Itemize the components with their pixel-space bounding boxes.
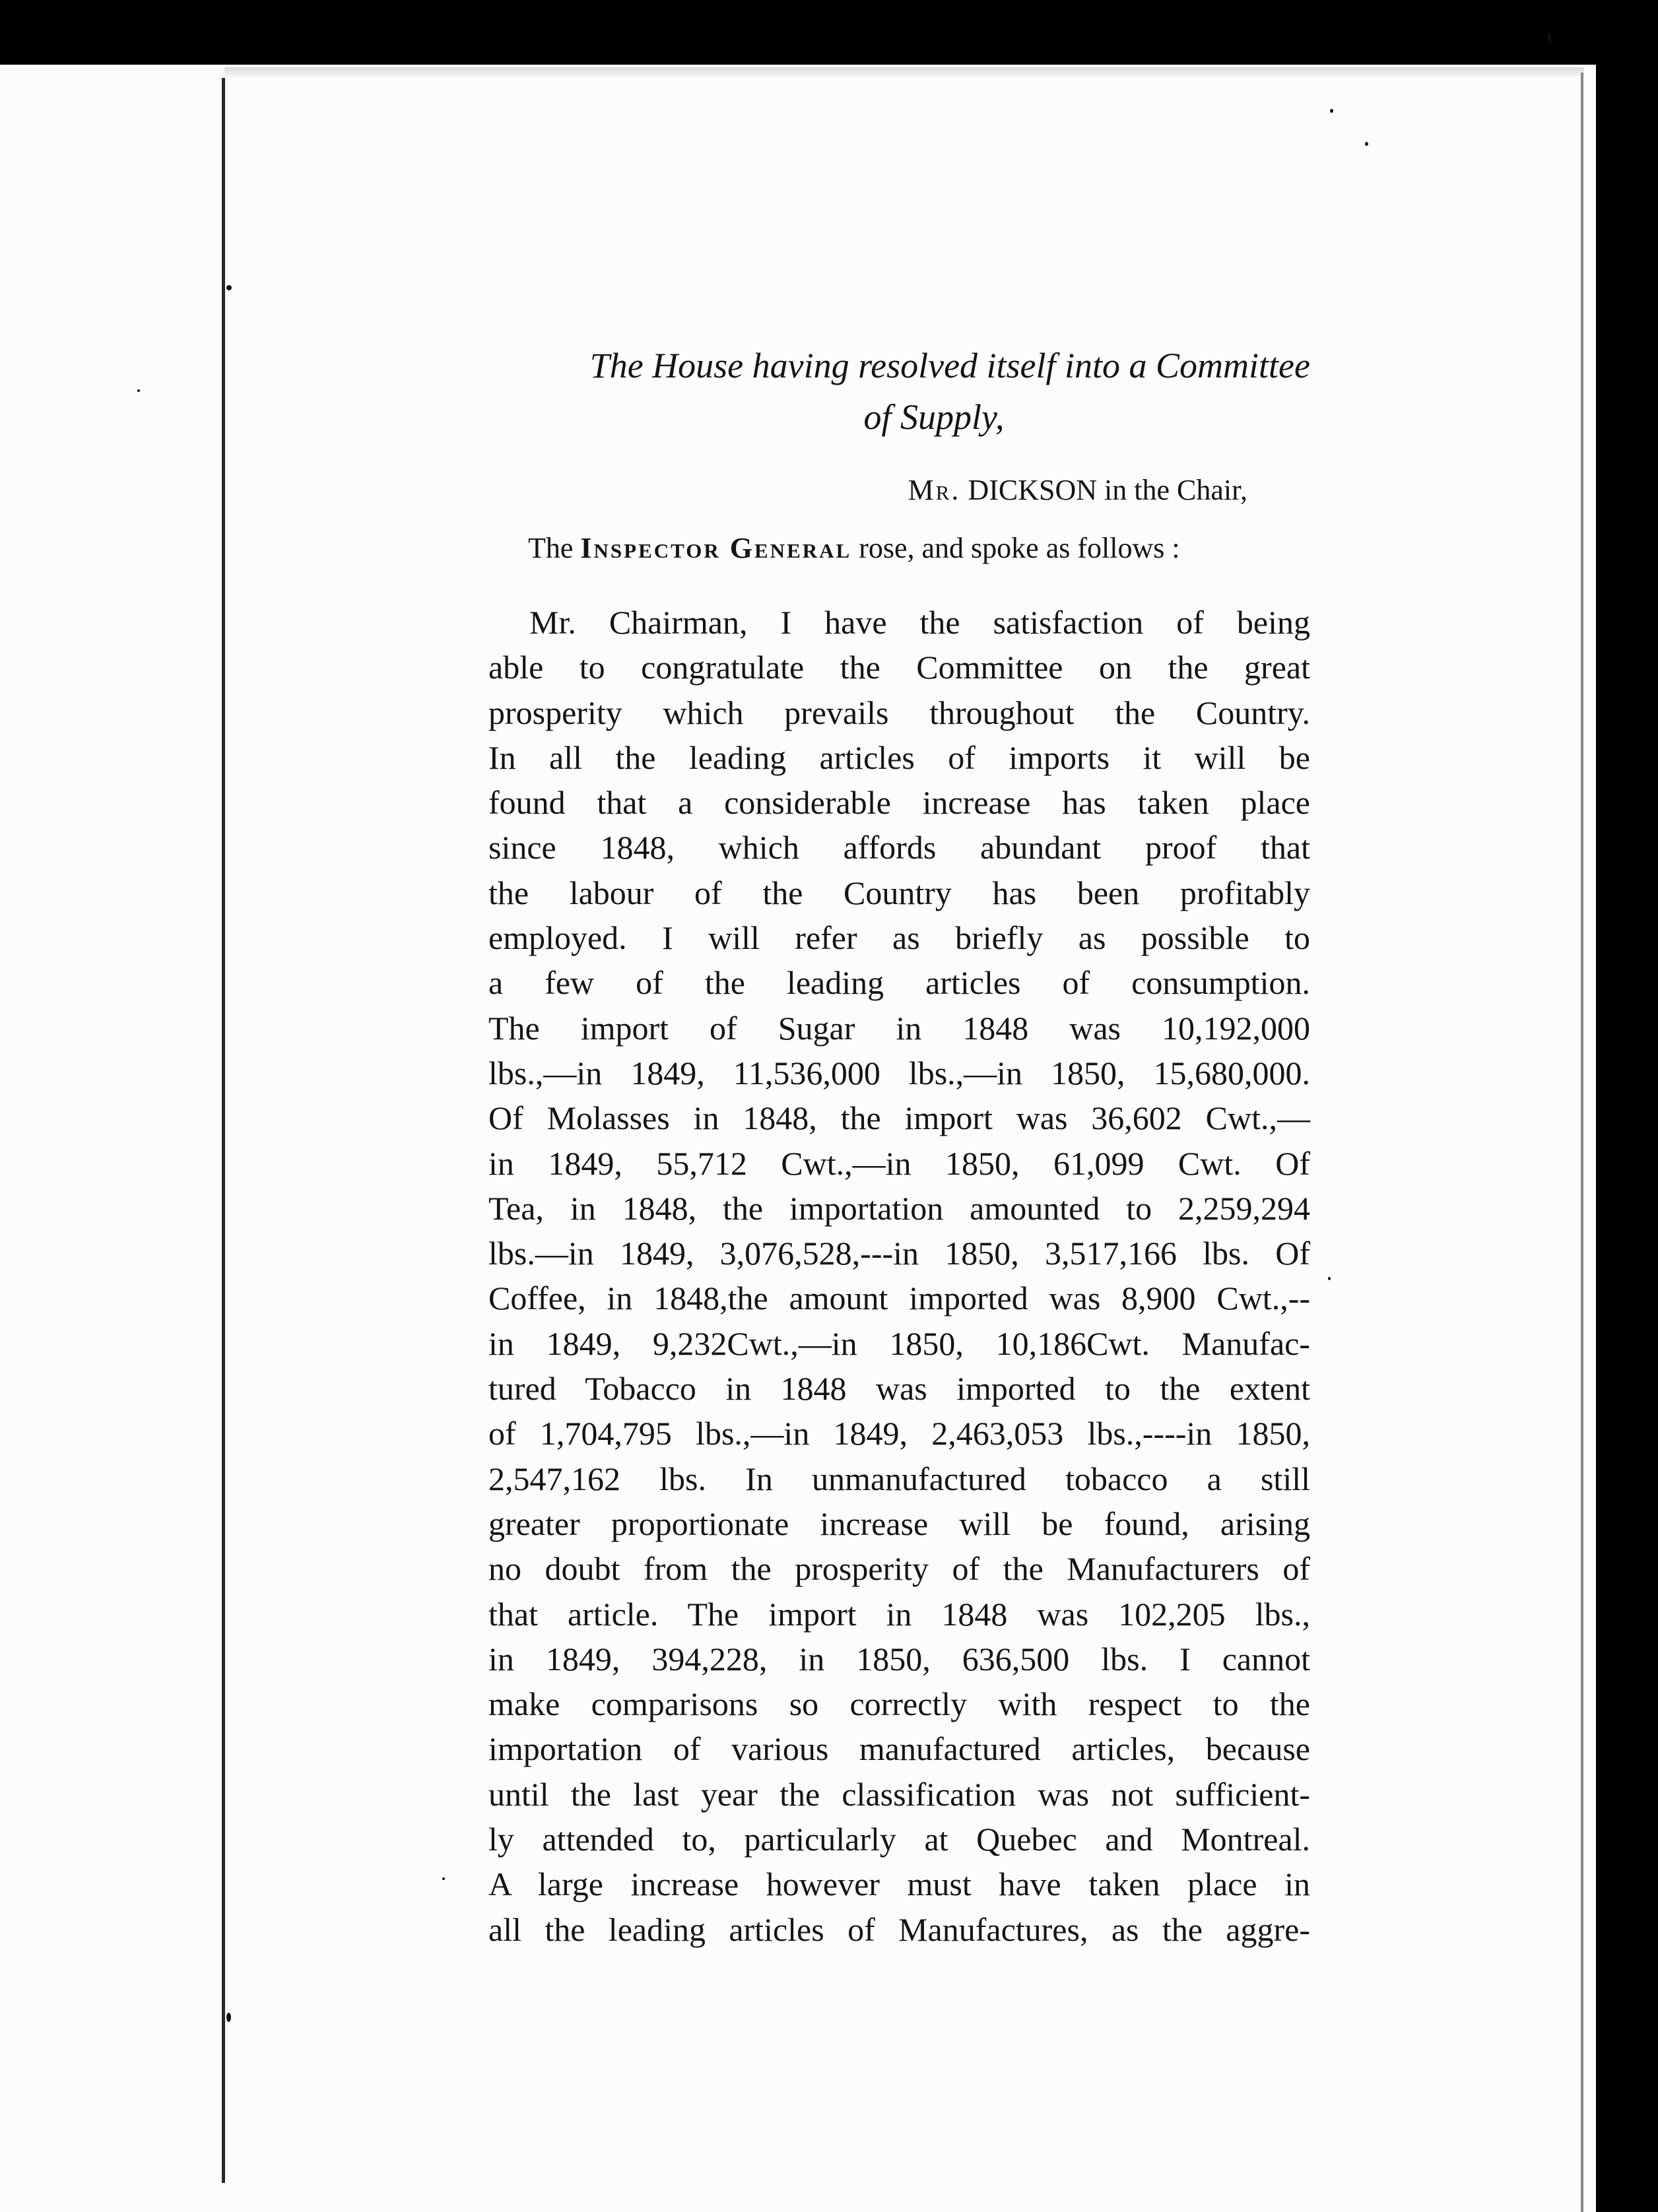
text-line: make comparisons so correctly with respect to the [488,1685,1310,1723]
chair-name: DICKSON [968,474,1098,506]
ink-speck [1548,33,1551,42]
speech-paragraph [488,600,1310,1952]
speaker-suffix: rose, and spoke as follows : [859,532,1180,564]
text-line: in 1849, 394,228, in 1850, 636,500 lbs. I cannot [488,1640,1310,1677]
chair-line [488,471,1310,510]
text-line: all the leading articles of Manufactures, as the aggre- [488,1910,1310,1948]
chair-suffix: in the Chair, [1104,474,1247,506]
text-line: a few of the leading articles of consumption. [488,964,1310,1002]
ink-speck [137,389,140,392]
text-line: in 1849, 9,232Cwt.,—in 1850, 10,186Cwt. Manufac- [488,1324,1310,1362]
speaker-line [528,529,1310,568]
text-line: in 1849, 55,712 Cwt.,—in 1850, 61,099 Cwt. Of [488,1144,1310,1182]
text-line: Mr. Chairman, I have the satisfaction of being [529,604,1310,641]
ink-speck [442,1877,445,1880]
ink-speck [226,285,232,290]
text-line: The import of Sugar in 1848 was 10,192,000 [488,1009,1310,1047]
heading-line-2: of Supply, [863,397,1005,437]
speaker-prefix: The [528,532,574,564]
page-top-shadow [224,67,1584,78]
text-line: prosperity which prevails throughout the Country. [488,694,1310,731]
binding-margin-rule [222,78,225,2183]
text-line: since 1848, which affords abundant proof that [488,829,1310,866]
heading-line-1: The House having resolved itself into a Committee [589,346,1310,385]
text-line: Of Molasses in 1848, the import was 36,602 Cwt.,— [488,1099,1310,1137]
text-line: able to congratulate the Committee on the great [488,649,1310,686]
text-line: that article. The import in 1848 was 102,205 lbs., [488,1595,1310,1633]
text-line: greater proportionate increase will be found, arising [488,1505,1310,1542]
committee-heading [488,340,1310,443]
text-line: tured Tobacco in 1848 was imported to the extent [488,1370,1310,1408]
text-line: employed. I will refer as briefly as possible to [488,919,1310,957]
text-line: no doubt from the prosperity of the Manufacturers of [488,1550,1310,1588]
text-line: found that a considerable increase has taken place [488,784,1310,822]
text-line: Tea, in 1848, the importation amounted to 2,259,294 [488,1189,1310,1227]
text-line: ly attended to, particularly at Quebec and Montreal. [488,1821,1310,1858]
text-line: until the last year the classification was not sufficient- [488,1775,1310,1813]
text-line: lbs.—in 1849, 3,076,528,---in 1850, 3,517,166 lbs. Of [488,1235,1310,1272]
text-line: the labour of the Country has been profitably [488,874,1310,911]
page-right-edge [1581,73,1583,2212]
chair-honorific: Mr. [908,474,961,506]
text-line: 2,547,162 lbs. In unmanufactured tobacco a still [488,1460,1310,1497]
text-line: of 1,704,795 lbs.,—in 1849, 2,463,053 lbs.,----in 1850, [488,1415,1310,1452]
ink-speck [1330,109,1333,113]
text-line: A large increase however must have taken place in [488,1866,1310,1903]
ink-speck [226,2013,231,2022]
text-line: lbs.,—in 1849, 11,536,000 lbs.,—in 1850, 15,680,000. [488,1054,1310,1091]
ink-speck [1328,1277,1331,1280]
ink-speck [1365,142,1368,146]
document-content [488,340,1310,1952]
text-line: Coffee, in 1848,the amount imported was 8,900 Cwt.,-- [488,1280,1310,1317]
speaker-title: Inspector General [580,532,852,564]
text-line: In all the leading articles of imports it will be [488,738,1310,776]
text-line: importation of various manufactured articles, because [488,1730,1310,1768]
